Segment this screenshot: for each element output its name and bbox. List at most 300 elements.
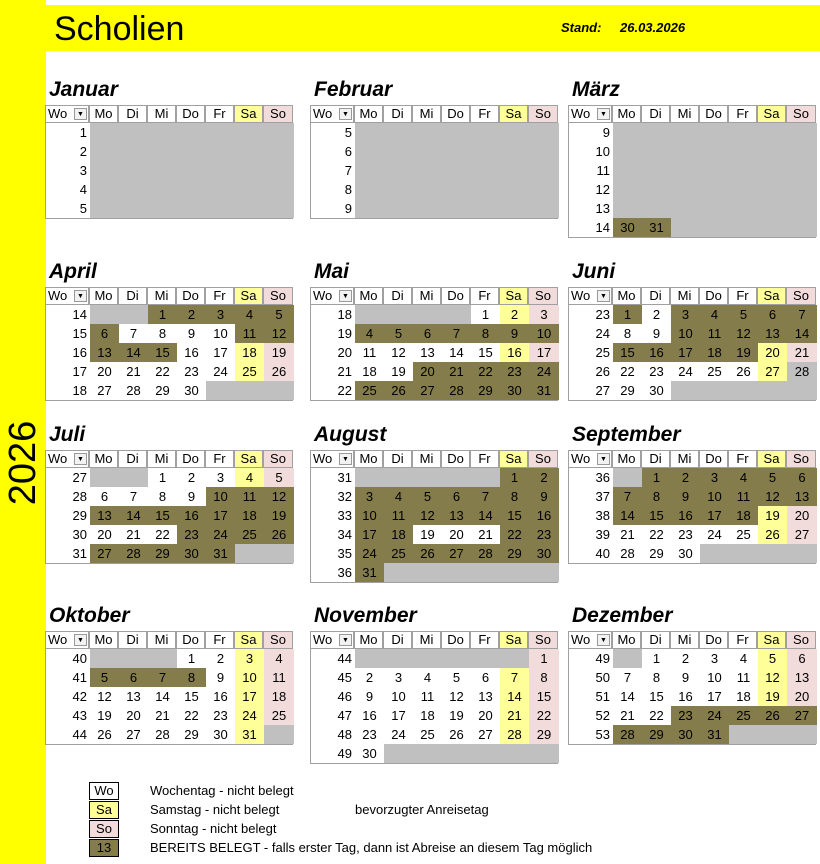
day-cell-free[interactable]: 8 bbox=[158, 326, 167, 341]
day-cell-booked[interactable]: 31 bbox=[700, 725, 729, 744]
day-cell-booked[interactable]: 16 bbox=[529, 506, 559, 525]
day-cell-booked[interactable]: 19 bbox=[729, 343, 758, 362]
day-cell-past bbox=[442, 123, 471, 142]
filter-dropdown-icon[interactable]: ▼ bbox=[597, 290, 610, 302]
filter-dropdown-icon[interactable]: ▼ bbox=[597, 453, 610, 465]
day-cell-booked[interactable]: 28 bbox=[471, 544, 500, 563]
day-cell-free[interactable]: 23 bbox=[649, 364, 664, 379]
day-cell-outside bbox=[264, 725, 294, 744]
day-cell-free[interactable]: 21 bbox=[155, 708, 170, 723]
filter-dropdown-icon[interactable]: ▼ bbox=[339, 290, 352, 302]
day-cell-booked[interactable]: 24 bbox=[355, 544, 384, 563]
day-cell-free[interactable]: 10 bbox=[707, 670, 722, 685]
day-cell-free[interactable]: 3 bbox=[216, 470, 225, 485]
day-cell-free[interactable]: 25 bbox=[736, 527, 751, 542]
day-cell-free[interactable]: 19 bbox=[420, 527, 435, 542]
day-cell-booked[interactable]: 31 bbox=[355, 563, 384, 582]
day-cell-booked[interactable]: 29 bbox=[500, 544, 529, 563]
day-cell-booked[interactable]: 10 bbox=[355, 506, 384, 525]
filter-dropdown-icon[interactable]: ▼ bbox=[597, 108, 610, 120]
day-cell-free[interactable]: 3 bbox=[710, 651, 719, 666]
day-cell-free[interactable]: 19 bbox=[97, 708, 112, 723]
day-cell-free[interactable]: 30 bbox=[678, 546, 693, 561]
day-cell-booked[interactable]: 8 bbox=[500, 487, 529, 506]
day-cell-free[interactable]: 24 bbox=[707, 527, 722, 542]
day-cell-booked[interactable]: 1 bbox=[500, 468, 529, 487]
day-cell-free[interactable]: 22 bbox=[620, 364, 635, 379]
day-cell-booked[interactable]: 5 bbox=[384, 324, 413, 343]
day-cell-free[interactable]: 23 bbox=[678, 527, 693, 542]
day-cell-free[interactable]: 7 bbox=[129, 326, 138, 341]
month-grid bbox=[568, 123, 816, 238]
filter-dropdown-icon[interactable]: ▼ bbox=[597, 634, 610, 646]
day-cell-free[interactable]: 26 bbox=[97, 727, 112, 742]
day-cell-free[interactable]: 29 bbox=[649, 546, 664, 561]
day-cell-booked[interactable]: 30 bbox=[613, 218, 642, 237]
day-cell-free[interactable]: 2 bbox=[365, 670, 374, 685]
day-cell-booked[interactable]: 7 bbox=[613, 487, 642, 506]
day-cell-free[interactable]: 16 bbox=[678, 689, 693, 704]
day-cell-free[interactable]: 20 bbox=[97, 364, 112, 379]
day-cell-booked[interactable]: 30 bbox=[177, 544, 206, 563]
day-cell-booked[interactable]: 5 bbox=[758, 468, 787, 487]
day-cell-past bbox=[119, 123, 148, 142]
day-cell-free[interactable]: 17 bbox=[213, 345, 228, 360]
day-cell-booked[interactable]: 14 bbox=[787, 324, 817, 343]
day-cell-free[interactable]: 31 bbox=[235, 725, 264, 744]
day-cell-booked[interactable]: 4 bbox=[384, 487, 413, 506]
day-cell-booked[interactable]: 18 bbox=[729, 506, 758, 525]
day-cell-booked[interactable]: 12 bbox=[758, 487, 787, 506]
day-cell-booked[interactable]: 22 bbox=[471, 362, 500, 381]
day-cell-free[interactable]: 28 bbox=[155, 727, 170, 742]
day-cell-free[interactable]: 19 bbox=[758, 506, 787, 525]
day-cell-free[interactable]: 6 bbox=[787, 649, 817, 668]
day-cell-free[interactable]: 22 bbox=[155, 527, 170, 542]
day-cell-free[interactable]: 11 bbox=[362, 345, 377, 360]
day-cell-free[interactable]: 25 bbox=[420, 727, 435, 742]
day-cell-booked[interactable]: 26 bbox=[413, 544, 442, 563]
day-cell-booked[interactable]: 2 bbox=[177, 305, 206, 324]
day-cell-booked[interactable]: 13 bbox=[442, 506, 471, 525]
day-cell-free[interactable]: 19 bbox=[264, 343, 294, 362]
day-cell-free[interactable]: 29 bbox=[620, 383, 635, 398]
day-cell-free[interactable]: 21 bbox=[126, 364, 141, 379]
day-cell-free[interactable]: 18 bbox=[235, 343, 264, 362]
day-cell-booked[interactable]: 6 bbox=[442, 487, 471, 506]
day-cell-booked[interactable]: 6 bbox=[413, 324, 442, 343]
day-cell-booked[interactable]: 11 bbox=[235, 324, 264, 343]
day-cell-free[interactable]: 27 bbox=[97, 383, 112, 398]
day-cell-free[interactable]: 20 bbox=[478, 708, 493, 723]
day-cell-free[interactable]: 29 bbox=[155, 383, 170, 398]
day-cell-booked[interactable]: 6 bbox=[787, 468, 817, 487]
day-cell-booked[interactable]: 15 bbox=[642, 506, 671, 525]
day-cell-booked[interactable]: 24 bbox=[206, 525, 235, 544]
day-cell-free[interactable]: 30 bbox=[649, 383, 664, 398]
day-cell-booked[interactable]: 23 bbox=[671, 706, 700, 725]
day-cell-free[interactable]: 28 bbox=[500, 725, 529, 744]
day-cell-booked[interactable]: 27 bbox=[90, 544, 119, 563]
day-cell-free[interactable]: 21 bbox=[500, 706, 529, 725]
day-cell-free[interactable]: 16 bbox=[213, 689, 228, 704]
day-cell-free[interactable]: 6 bbox=[481, 670, 490, 685]
day-cell-free[interactable]: 3 bbox=[529, 305, 559, 324]
day-cell-free[interactable]: 22 bbox=[529, 706, 559, 725]
day-cell-free[interactable]: 1 bbox=[481, 307, 490, 322]
day-cell-free[interactable]: 6 bbox=[100, 489, 109, 504]
filter-dropdown-icon[interactable]: ▼ bbox=[74, 108, 87, 120]
day-cell-free[interactable]: 20 bbox=[449, 527, 464, 542]
day-cell-free[interactable]: 9 bbox=[365, 689, 374, 704]
day-cell-free[interactable]: 8 bbox=[623, 326, 632, 341]
day-cell-free[interactable]: 25 bbox=[235, 362, 264, 381]
filter-dropdown-icon[interactable]: ▼ bbox=[339, 453, 352, 465]
day-cell-booked[interactable]: 1 bbox=[148, 305, 177, 324]
day-cell-booked[interactable]: 4 bbox=[729, 468, 758, 487]
day-cell-free[interactable]: 2 bbox=[187, 470, 196, 485]
filter-dropdown-icon[interactable]: ▼ bbox=[339, 634, 352, 646]
day-cell-free[interactable]: 20 bbox=[126, 708, 141, 723]
day-cell-free[interactable]: 9 bbox=[187, 326, 196, 341]
day-cell-free[interactable]: 23 bbox=[213, 708, 228, 723]
day-cell-booked[interactable]: 9 bbox=[500, 324, 529, 343]
week-row bbox=[311, 725, 557, 744]
day-cell-free[interactable]: 27 bbox=[787, 525, 817, 544]
day-cell-booked[interactable]: 3 bbox=[700, 468, 729, 487]
day-cell-free[interactable]: 12 bbox=[391, 345, 406, 360]
day-cell-free[interactable]: 3 bbox=[394, 670, 403, 685]
day-cell-free[interactable]: 10 bbox=[391, 689, 406, 704]
day-cell-free[interactable]: 13 bbox=[478, 689, 493, 704]
day-cell-booked[interactable]: 31 bbox=[642, 218, 671, 237]
day-cell-booked[interactable]: 26 bbox=[758, 706, 787, 725]
day-cell-booked[interactable]: 31 bbox=[206, 544, 235, 563]
day-cell-booked[interactable]: 30 bbox=[500, 381, 529, 400]
day-cell-free[interactable]: 27 bbox=[126, 727, 141, 742]
day-cell-free[interactable]: 3 bbox=[235, 649, 264, 668]
day-cell-booked[interactable]: 15 bbox=[148, 506, 177, 525]
day-cell-free[interactable]: 1 bbox=[652, 651, 661, 666]
day-cell-booked[interactable]: 14 bbox=[119, 343, 148, 362]
filter-dropdown-icon[interactable]: ▼ bbox=[339, 108, 352, 120]
day-cell-booked[interactable]: 13 bbox=[787, 487, 817, 506]
day-cell-free[interactable]: 2 bbox=[652, 307, 661, 322]
day-cell-free[interactable]: 26 bbox=[758, 525, 787, 544]
day-cell-free[interactable]: 17 bbox=[707, 689, 722, 704]
day-cell-free[interactable]: 7 bbox=[623, 670, 632, 685]
day-cell-booked[interactable]: 3 bbox=[671, 305, 700, 324]
day-cell-free[interactable]: 20 bbox=[758, 343, 787, 362]
day-cell-booked[interactable]: 1 bbox=[642, 468, 671, 487]
day-cell-booked[interactable]: 30 bbox=[529, 544, 559, 563]
day-cell-free[interactable]: 26 bbox=[264, 362, 294, 381]
day-cell-free[interactable]: 16 bbox=[184, 345, 199, 360]
day-cell-booked[interactable]: 9 bbox=[529, 487, 559, 506]
day-cell-free[interactable]: 2 bbox=[681, 651, 690, 666]
day-cell-free[interactable]: 26 bbox=[736, 364, 751, 379]
day-cell-booked[interactable]: 27 bbox=[787, 706, 817, 725]
day-cell-booked[interactable]: 14 bbox=[613, 506, 642, 525]
day-cell-free[interactable]: 19 bbox=[449, 708, 464, 723]
day-cell-free[interactable]: 11 bbox=[264, 668, 294, 687]
day-cell-booked[interactable]: 30 bbox=[671, 725, 700, 744]
day-cell-free[interactable]: 28 bbox=[126, 383, 141, 398]
day-cell-free[interactable]: 1 bbox=[158, 470, 167, 485]
day-cell-booked[interactable]: 10 bbox=[671, 324, 700, 343]
day-cell-free[interactable]: 30 bbox=[362, 746, 377, 761]
day-cell-booked[interactable]: 8 bbox=[642, 487, 671, 506]
day-cell-booked[interactable]: 7 bbox=[442, 324, 471, 343]
day-cell-free[interactable]: 20 bbox=[97, 527, 112, 542]
day-cell-free[interactable]: 17 bbox=[391, 708, 406, 723]
day-cell-free[interactable]: 18 bbox=[264, 687, 294, 706]
day-cell-free[interactable]: 15 bbox=[529, 687, 559, 706]
day-cell-booked[interactable]: 29 bbox=[471, 381, 500, 400]
day-cell-free[interactable]: 15 bbox=[649, 689, 664, 704]
day-cell-free[interactable]: 12 bbox=[449, 689, 464, 704]
day-cell-free[interactable]: 4 bbox=[235, 468, 264, 487]
day-cell-free[interactable]: 9 bbox=[652, 326, 661, 341]
day-cell-free[interactable]: 26 bbox=[449, 727, 464, 742]
day-cell-booked[interactable]: 11 bbox=[700, 324, 729, 343]
day-cell-booked[interactable]: 23 bbox=[500, 362, 529, 381]
day-cell-booked[interactable]: 28 bbox=[442, 381, 471, 400]
day-cell-free[interactable]: 21 bbox=[787, 343, 817, 362]
day-cell-booked[interactable]: 31 bbox=[529, 381, 559, 400]
day-cell-booked[interactable]: 10 bbox=[700, 487, 729, 506]
day-cell-free[interactable]: 29 bbox=[184, 727, 199, 742]
day-cell-free[interactable]: 23 bbox=[184, 364, 199, 379]
week-number: 18 bbox=[72, 383, 87, 398]
day-cell-booked[interactable]: 3 bbox=[206, 305, 235, 324]
weekday-header-mi: Mi bbox=[412, 631, 441, 649]
day-cell-free[interactable]: 22 bbox=[155, 364, 170, 379]
day-cell-booked[interactable]: 8 bbox=[471, 324, 500, 343]
day-cell-free[interactable]: 21 bbox=[620, 527, 635, 542]
day-cell-booked[interactable]: 5 bbox=[264, 305, 294, 324]
day-cell-booked[interactable]: 10 bbox=[206, 487, 235, 506]
day-cell-booked[interactable]: 25 bbox=[355, 381, 384, 400]
day-cell-booked[interactable]: 11 bbox=[235, 487, 264, 506]
day-cell-free[interactable]: 12 bbox=[758, 668, 787, 687]
day-cell-free[interactable]: 24 bbox=[391, 727, 406, 742]
day-cell-free[interactable]: 2 bbox=[500, 305, 529, 324]
day-cell-booked[interactable]: 23 bbox=[177, 525, 206, 544]
day-cell-past bbox=[119, 161, 148, 180]
day-cell-booked[interactable]: 7 bbox=[471, 487, 500, 506]
day-cell-booked[interactable]: 22 bbox=[500, 525, 529, 544]
day-cell-booked[interactable]: 26 bbox=[384, 381, 413, 400]
day-cell-booked[interactable]: 28 bbox=[119, 544, 148, 563]
day-cell-booked[interactable]: 25 bbox=[729, 706, 758, 725]
day-cell-booked[interactable]: 18 bbox=[235, 506, 264, 525]
day-cell-free[interactable]: 19 bbox=[391, 364, 406, 379]
day-cell-booked[interactable]: 26 bbox=[264, 525, 294, 544]
day-cell-booked[interactable]: 12 bbox=[729, 324, 758, 343]
day-cell-booked[interactable]: 1 bbox=[613, 305, 642, 324]
day-cell-free[interactable]: 24 bbox=[213, 364, 228, 379]
day-cell-free[interactable]: 10 bbox=[235, 668, 264, 687]
day-cell-free[interactable]: 18 bbox=[736, 689, 751, 704]
day-cell-free[interactable]: 11 bbox=[420, 689, 435, 704]
day-cell-free[interactable]: 16 bbox=[500, 343, 529, 362]
day-cell-booked[interactable]: 5 bbox=[413, 487, 442, 506]
day-cell-free[interactable]: 11 bbox=[736, 670, 751, 685]
day-cell-booked[interactable]: 3 bbox=[355, 487, 384, 506]
day-cell-free[interactable]: 9 bbox=[681, 670, 690, 685]
day-cell-free[interactable]: 24 bbox=[235, 706, 264, 725]
day-cell-booked[interactable]: 25 bbox=[384, 544, 413, 563]
day-cell-booked[interactable]: 13 bbox=[758, 324, 787, 343]
day-cell-free[interactable]: 7 bbox=[129, 489, 138, 504]
day-cell-free[interactable]: 5 bbox=[758, 649, 787, 668]
day-cell-booked[interactable]: 17 bbox=[700, 506, 729, 525]
day-cell-free[interactable]: 22 bbox=[184, 708, 199, 723]
day-cell-free[interactable]: 10 bbox=[213, 326, 228, 341]
day-cell-outside bbox=[90, 649, 119, 668]
day-cell-booked[interactable]: 9 bbox=[671, 487, 700, 506]
day-cell-free[interactable]: 18 bbox=[362, 364, 377, 379]
day-cell-free[interactable]: 27 bbox=[758, 362, 787, 381]
day-cell-free[interactable]: 25 bbox=[707, 364, 722, 379]
day-cell-free[interactable]: 30 bbox=[184, 383, 199, 398]
day-cell-booked[interactable]: 11 bbox=[384, 506, 413, 525]
day-cell-booked[interactable]: 17 bbox=[355, 525, 384, 544]
day-cell-free[interactable]: 13 bbox=[787, 668, 817, 687]
day-cell-booked[interactable]: 23 bbox=[529, 525, 559, 544]
day-cell-free[interactable]: 20 bbox=[787, 506, 817, 525]
day-cell-free[interactable]: 2 bbox=[216, 651, 225, 666]
day-cell-booked[interactable]: 17 bbox=[206, 506, 235, 525]
day-cell-free[interactable]: 14 bbox=[449, 345, 464, 360]
day-cell-booked[interactable]: 13 bbox=[90, 343, 119, 362]
day-cell-free[interactable]: 7 bbox=[500, 668, 529, 687]
day-cell-booked[interactable]: 19 bbox=[264, 506, 294, 525]
day-cell-free[interactable]: 14 bbox=[620, 689, 635, 704]
day-cell-booked[interactable]: 18 bbox=[384, 525, 413, 544]
day-cell-free[interactable]: 13 bbox=[420, 345, 435, 360]
day-cell-free[interactable]: 14 bbox=[155, 689, 170, 704]
day-cell-free[interactable]: 25 bbox=[264, 706, 294, 725]
day-cell-booked[interactable]: 10 bbox=[529, 324, 559, 343]
day-cell-booked[interactable]: 29 bbox=[642, 725, 671, 744]
day-cell-booked[interactable]: 18 bbox=[700, 343, 729, 362]
day-cell-booked[interactable]: 15 bbox=[148, 343, 177, 362]
day-cell-free[interactable]: 5 bbox=[452, 670, 461, 685]
filter-dropdown-icon[interactable]: ▼ bbox=[74, 453, 87, 465]
day-cell-free[interactable]: 16 bbox=[362, 708, 377, 723]
day-cell-free[interactable]: 15 bbox=[478, 345, 493, 360]
day-cell-booked[interactable]: 5 bbox=[729, 305, 758, 324]
day-cell-booked[interactable]: 12 bbox=[413, 506, 442, 525]
day-cell-free[interactable]: 4 bbox=[264, 649, 294, 668]
day-cell-booked[interactable]: 16 bbox=[642, 343, 671, 362]
day-cell-free[interactable]: 22 bbox=[649, 708, 664, 723]
day-cell-booked[interactable]: 6 bbox=[90, 324, 119, 343]
day-cell-booked[interactable]: 12 bbox=[264, 487, 294, 506]
day-cell-booked[interactable]: 7 bbox=[148, 668, 177, 687]
day-cell-free[interactable]: 4 bbox=[423, 670, 432, 685]
day-cell-free[interactable]: 15 bbox=[184, 689, 199, 704]
day-cell-free[interactable]: 17 bbox=[235, 687, 264, 706]
day-cell-booked[interactable]: 4 bbox=[235, 305, 264, 324]
day-cell-free[interactable]: 17 bbox=[529, 343, 559, 362]
day-cell-booked[interactable]: 6 bbox=[119, 668, 148, 687]
weekday-header-mo: Mo bbox=[89, 105, 118, 123]
week-number: 41 bbox=[72, 670, 87, 685]
day-cell-booked[interactable]: 2 bbox=[671, 468, 700, 487]
day-cell-free[interactable]: 23 bbox=[362, 727, 377, 742]
day-cell-free[interactable]: 9 bbox=[216, 670, 225, 685]
day-cell-free[interactable]: 18 bbox=[420, 708, 435, 723]
day-cell-outside bbox=[384, 744, 413, 763]
day-cell-booked[interactable]: 27 bbox=[442, 544, 471, 563]
day-cell-free[interactable]: 28 bbox=[620, 546, 635, 561]
day-cell-free[interactable]: 4 bbox=[739, 651, 748, 666]
day-cell-booked[interactable]: 16 bbox=[671, 506, 700, 525]
day-cell-free[interactable]: 9 bbox=[187, 489, 196, 504]
day-cell-booked[interactable]: 7 bbox=[787, 305, 817, 324]
day-cell-free[interactable]: 1 bbox=[529, 649, 559, 668]
day-cell-booked[interactable]: 14 bbox=[471, 506, 500, 525]
day-cell-free[interactable]: 21 bbox=[126, 527, 141, 542]
day-cell-booked[interactable]: 24 bbox=[700, 706, 729, 725]
day-cell-free[interactable]: 14 bbox=[500, 687, 529, 706]
day-cell-booked[interactable]: 25 bbox=[235, 525, 264, 544]
day-cell-free[interactable]: 29 bbox=[529, 725, 559, 744]
day-cell-booked[interactable]: 8 bbox=[177, 668, 206, 687]
day-cell-booked[interactable]: 17 bbox=[671, 343, 700, 362]
day-cell-booked[interactable]: 20 bbox=[413, 362, 442, 381]
day-cell-free[interactable]: 8 bbox=[529, 668, 559, 687]
day-cell-booked[interactable]: 6 bbox=[758, 305, 787, 324]
day-cell-free[interactable]: 8 bbox=[158, 489, 167, 504]
day-cell-booked[interactable]: 13 bbox=[90, 506, 119, 525]
day-cell-free[interactable]: 21 bbox=[620, 708, 635, 723]
day-cell-booked[interactable]: 16 bbox=[177, 506, 206, 525]
day-cell-booked[interactable]: 2 bbox=[529, 468, 559, 487]
day-cell-free[interactable]: 30 bbox=[213, 727, 228, 742]
day-cell-free[interactable]: 24 bbox=[678, 364, 693, 379]
day-cell-booked[interactable]: 27 bbox=[413, 381, 442, 400]
day-cell-booked[interactable]: 28 bbox=[613, 725, 642, 744]
filter-dropdown-icon[interactable]: ▼ bbox=[74, 634, 87, 646]
day-cell-booked[interactable]: 5 bbox=[90, 668, 119, 687]
day-cell-free[interactable]: 20 bbox=[787, 687, 817, 706]
day-cell-free[interactable]: 5 bbox=[264, 468, 294, 487]
day-cell-booked[interactable]: 14 bbox=[119, 506, 148, 525]
day-cell-free[interactable]: 22 bbox=[649, 527, 664, 542]
day-cell-free[interactable]: 21 bbox=[478, 527, 493, 542]
day-cell-booked[interactable]: 24 bbox=[529, 362, 559, 381]
day-cell-booked[interactable]: 4 bbox=[700, 305, 729, 324]
day-cell-free[interactable]: 12 bbox=[97, 689, 112, 704]
day-cell-free[interactable]: 19 bbox=[758, 687, 787, 706]
day-cell-booked[interactable]: 15 bbox=[500, 506, 529, 525]
day-cell-booked[interactable]: 11 bbox=[729, 487, 758, 506]
day-cell-free[interactable]: 1 bbox=[187, 651, 196, 666]
day-cell-booked[interactable]: 21 bbox=[442, 362, 471, 381]
filter-dropdown-icon[interactable]: ▼ bbox=[74, 290, 87, 302]
day-cell-free[interactable]: 13 bbox=[126, 689, 141, 704]
day-cell-booked[interactable]: 4 bbox=[355, 324, 384, 343]
day-cell-free[interactable]: 27 bbox=[478, 727, 493, 742]
day-cell-booked[interactable]: 15 bbox=[613, 343, 642, 362]
day-cell-booked[interactable]: 12 bbox=[264, 324, 294, 343]
day-cell-free[interactable]: 8 bbox=[652, 670, 661, 685]
day-cell-booked[interactable]: 29 bbox=[148, 544, 177, 563]
